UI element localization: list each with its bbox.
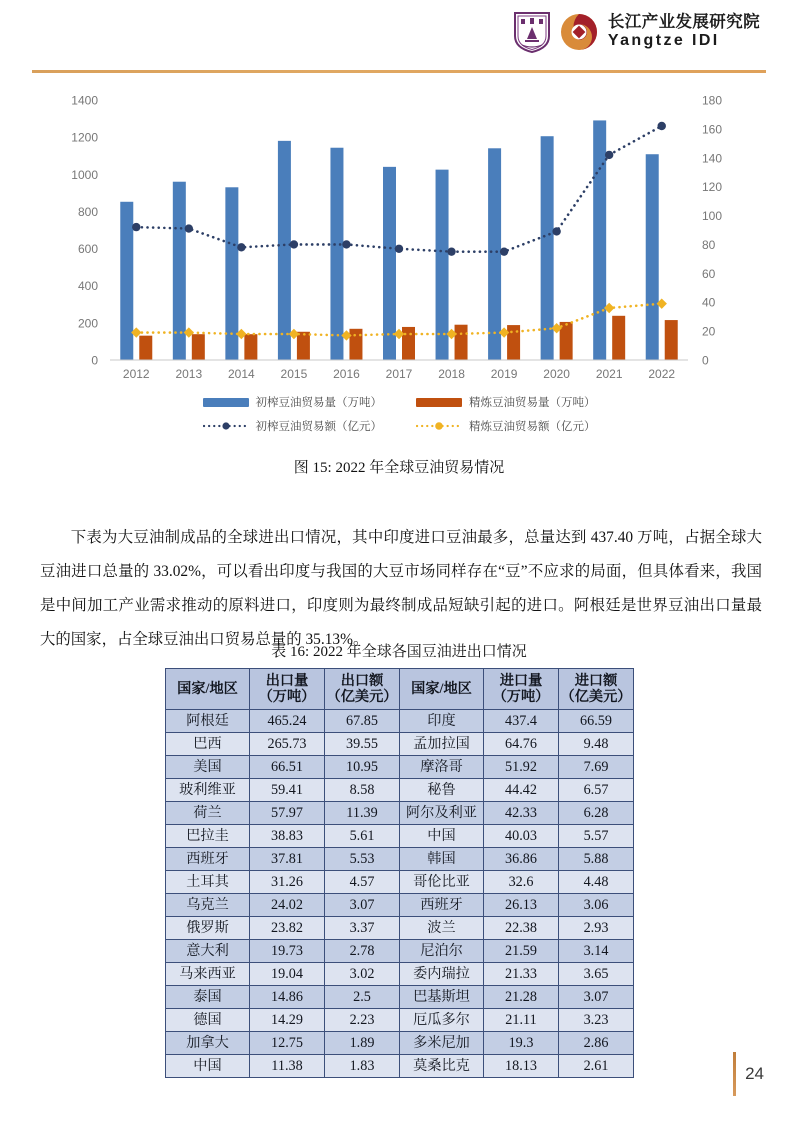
table-row: [166, 1032, 634, 1055]
crude-volume-bar: [278, 141, 291, 360]
table-body: [166, 710, 634, 1078]
table-cell: 巴西: [166, 733, 250, 756]
left-axis-tick-label: 1400: [71, 93, 98, 108]
table-header-cell: [400, 669, 484, 710]
table-header-line2: （万吨）: [492, 688, 550, 705]
table-cell: 西班牙: [400, 894, 484, 917]
x-axis-tick-label: 2021: [595, 367, 623, 381]
legend-swatch-navy-dotted-line: [203, 421, 249, 431]
left-axis-tick-label: 600: [77, 242, 98, 257]
crude-value-point: [552, 227, 560, 235]
table-cell: 36.86: [484, 848, 559, 871]
table-header-cell: [250, 669, 325, 710]
right-axis-tick-label: 40: [702, 295, 716, 310]
table-row: [166, 825, 634, 848]
table-cell: 22.38: [484, 917, 559, 940]
table-row: [166, 848, 634, 871]
right-axis-tick-label: 120: [702, 180, 723, 195]
refined-volume-bar: [507, 325, 520, 360]
table-cell: 57.97: [250, 802, 325, 825]
crude-value-point: [500, 247, 508, 255]
table-cell: 马来西亚: [166, 963, 250, 986]
table-cell: 5.88: [559, 848, 634, 871]
refined-volume-bar: [455, 325, 468, 360]
table-cell: 尼泊尔: [400, 940, 484, 963]
crude-value-point: [185, 224, 193, 232]
table-cell: 韩国: [400, 848, 484, 871]
left-axis-tick-label: 1000: [71, 167, 98, 182]
legend-entry-refined-value[interactable]: [416, 418, 596, 434]
table-header-cell: [325, 669, 400, 710]
x-axis-tick-label: 2012: [122, 367, 150, 381]
right-axis-tick-label: 140: [702, 151, 723, 166]
crude-volume-bar: [436, 170, 449, 360]
table-cell: 意大利: [166, 940, 250, 963]
crude-volume-bar: [330, 148, 343, 360]
table-row: [166, 940, 634, 963]
refined-volume-bar: [244, 334, 257, 360]
table-cell: 哥伦比亚: [400, 871, 484, 894]
table-cell: 3.07: [325, 894, 400, 917]
soybean-oil-trade-table: [165, 668, 634, 1078]
table-cell: 2.86: [559, 1032, 634, 1055]
table-cell: 摩洛哥: [400, 756, 484, 779]
legend-label-crude-value: 初榨豆油贸易额（亿元）: [255, 421, 382, 433]
left-axis-tick-label: 0: [91, 353, 98, 368]
legend-swatch-yellow-dotted-line: [416, 421, 462, 431]
table-cell: 加拿大: [166, 1032, 250, 1055]
table-cell: 21.59: [484, 940, 559, 963]
x-axis-tick-label: 2015: [280, 367, 308, 381]
table-cell: 中国: [400, 825, 484, 848]
right-axis-tick-label: 100: [702, 209, 723, 224]
table-cell: 巴基斯坦: [400, 986, 484, 1009]
table-header-line2: （万吨）: [258, 688, 316, 705]
table-cell: 437.4: [484, 710, 559, 733]
table-row: [166, 1009, 634, 1032]
refined-volume-bar: [612, 316, 625, 360]
table-cell: 4.48: [559, 871, 634, 894]
table-header-line2: （亿美元）: [326, 688, 398, 705]
table-cell: 39.55: [325, 733, 400, 756]
table-cell: 泰国: [166, 986, 250, 1009]
x-axis-tick-label: 2022: [648, 367, 676, 381]
table-cell: 37.81: [250, 848, 325, 871]
table-header-cell: [559, 669, 634, 710]
refined-oil-value-line: [131, 298, 667, 340]
table-header-cell: [484, 669, 559, 710]
table-cell: 14.86: [250, 986, 325, 1009]
header-divider-rule: [32, 70, 766, 73]
table-cell: 1.89: [325, 1032, 400, 1055]
chart-plot-area: [40, 92, 758, 392]
table-cell: 9.48: [559, 733, 634, 756]
refined-volume-bar: [665, 320, 678, 360]
logo-text-block: [608, 14, 760, 49]
refined-volume-bar: [139, 336, 152, 360]
table-header-row: [166, 669, 634, 710]
table-header-line1: 进口量: [499, 672, 543, 689]
table-cell: 66.59: [559, 710, 634, 733]
table-cell: 38.83: [250, 825, 325, 848]
table-cell: 465.24: [250, 710, 325, 733]
crude-volume-bar: [383, 167, 396, 360]
table-cell: 德国: [166, 1009, 250, 1032]
table-header: [166, 669, 634, 710]
crude-value-point: [342, 240, 350, 248]
legend-swatch-orange-bar: [416, 398, 462, 407]
table-cell: 3.02: [325, 963, 400, 986]
legend-label-refined-volume: 精炼豆油贸易量（万吨）: [469, 397, 596, 409]
refined-volume-bar: [192, 334, 205, 360]
organization-logo: [513, 10, 760, 54]
yangtze-swirl-logo-icon: [560, 13, 598, 51]
table-row: [166, 963, 634, 986]
right-axis-tick-label: 60: [702, 266, 716, 281]
university-crest-icon: [513, 10, 551, 54]
table-header-line2: （亿美元）: [560, 688, 632, 705]
table-cell: 23.82: [250, 917, 325, 940]
left-axis-tick-label: 400: [77, 279, 98, 294]
x-axis-tick-label: 2016: [333, 367, 360, 381]
primary-crude-oil-bars: [120, 120, 658, 360]
table-header-line1: 出口额: [340, 672, 384, 689]
table-cell: 4.57: [325, 871, 400, 894]
table-cell: 2.78: [325, 940, 400, 963]
page-number: 24: [745, 1064, 764, 1083]
logo-name-english: Yangtze IDI: [607, 32, 720, 50]
x-axis-tick-label: 2018: [438, 367, 465, 381]
legend-entry-refined-volume[interactable]: [416, 394, 596, 410]
crude-volume-bar: [541, 136, 554, 360]
table-row: [166, 779, 634, 802]
crude-value-dotted-path: [136, 126, 661, 252]
table-cell: 秘鲁: [400, 779, 484, 802]
crude-value-point: [395, 245, 403, 253]
table-cell: 西班牙: [166, 848, 250, 871]
table-row: [166, 1055, 634, 1078]
page-header: [0, 0, 798, 74]
x-axis-tick-label: 2017: [385, 367, 413, 381]
table-cell: 3.07: [559, 986, 634, 1009]
table-cell: 玻利维亚: [166, 779, 250, 802]
table-cell: 66.51: [250, 756, 325, 779]
table-cell: 3.14: [559, 940, 634, 963]
table-cell: 2.5: [325, 986, 400, 1009]
table-cell: 2.93: [559, 917, 634, 940]
x-axis-tick-label: 2013: [175, 367, 203, 381]
table-cell: 32.6: [484, 871, 559, 894]
table-cell: 31.26: [250, 871, 325, 894]
table-cell: 24.02: [250, 894, 325, 917]
table-header-cell: [166, 669, 250, 710]
refined-volume-bar: [349, 329, 362, 360]
table-cell: 19.04: [250, 963, 325, 986]
table-cell: 265.73: [250, 733, 325, 756]
table-cell: 14.29: [250, 1009, 325, 1032]
body-paragraph: 下表为大豆油制成品的全球进出口情况，其中印度进口豆油最多，总量达到 437.40 万吨，占据全球大豆油进口总量的 33.02%，可以看出印度与我国的大豆市场同样存在“豆”不应求的局面，但具体看来，我国是中间加工产业需求推动的原料进口，印度则为最终制成品短缺引起的进口。阿根廷是世界豆油出口量最大的国家，占全球豆油出口贸易总量的 35.13%。: [40, 529, 762, 649]
crude-value-point: [447, 247, 455, 255]
crude-value-point: [132, 223, 140, 231]
table-cell: 19.73: [250, 940, 325, 963]
table-cell: 阿根廷: [166, 710, 250, 733]
table-cell: 巴拉圭: [166, 825, 250, 848]
table-cell: 5.53: [325, 848, 400, 871]
crude-volume-bar: [488, 148, 501, 360]
crude-value-point: [290, 240, 298, 248]
table-cell: 3.65: [559, 963, 634, 986]
combo-chart-svg: [40, 92, 758, 392]
crude-value-point: [237, 243, 245, 251]
table-cell: 7.69: [559, 756, 634, 779]
table-cell: 委内瑞拉: [400, 963, 484, 986]
table-cell: 11.38: [250, 1055, 325, 1078]
legend-label-crude-volume: 初榨豆油贸易量（万吨）: [255, 397, 382, 409]
table-row: [166, 871, 634, 894]
table-cell: 波兰: [400, 917, 484, 940]
right-axis-tick-label: 0: [702, 353, 709, 368]
table-row: [166, 917, 634, 940]
table-cell: 2.23: [325, 1009, 400, 1032]
table-row: [166, 710, 634, 733]
legend-entry-crude-volume[interactable]: [203, 394, 383, 410]
table-cell: 8.58: [325, 779, 400, 802]
table-cell: 6.28: [559, 802, 634, 825]
table-cell: 莫桑比克: [400, 1055, 484, 1078]
crude-oil-value-line: [132, 122, 666, 256]
table-cell: 美国: [166, 756, 250, 779]
table-cell: 3.06: [559, 894, 634, 917]
table-cell: 厄瓜多尔: [400, 1009, 484, 1032]
table-cell: 21.28: [484, 986, 559, 1009]
crude-volume-bar: [646, 154, 659, 360]
left-axis-tick-label: 800: [77, 204, 98, 219]
x-axis-tick-label: 2020: [543, 367, 570, 381]
crude-value-point: [605, 151, 613, 159]
table-caption: 表 16: 2022 年全球各国豆油进出口情况: [271, 644, 527, 660]
table-cell: 中国: [166, 1055, 250, 1078]
table-cell: 土耳其: [166, 871, 250, 894]
table-cell: 2.61: [559, 1055, 634, 1078]
refined-volume-bar: [297, 332, 310, 360]
right-axis-tick-label: 160: [702, 122, 723, 137]
table-row: [166, 802, 634, 825]
figure-caption: 图 15: 2022 年全球豆油贸易情况: [293, 460, 505, 476]
table-cell: 12.75: [250, 1032, 325, 1055]
chart-legend: [40, 394, 758, 434]
x-axis-year-labels: [123, 367, 675, 381]
right-axis-tick-label: 20: [702, 324, 716, 339]
table-cell: 44.42: [484, 779, 559, 802]
table-cell: 11.39: [325, 802, 400, 825]
crude-volume-bar: [120, 202, 133, 360]
left-axis-tick-label: 1200: [71, 130, 98, 145]
table-cell: 俄罗斯: [166, 917, 250, 940]
table-cell: 21.11: [484, 1009, 559, 1032]
table-cell: 阿尔及利亚: [400, 802, 484, 825]
table-row: [166, 986, 634, 1009]
table-cell: 64.76: [484, 733, 559, 756]
table-cell: 59.41: [250, 779, 325, 802]
table-cell: 1.83: [325, 1055, 400, 1078]
table-cell: 19.3: [484, 1032, 559, 1055]
table-header-line1: 出口量: [265, 672, 309, 689]
table-cell: 印度: [400, 710, 484, 733]
legend-swatch-blue-bar: [203, 398, 249, 407]
right-axis-tick-label: 80: [702, 237, 716, 252]
table-cell: 51.92: [484, 756, 559, 779]
table-cell: 40.03: [484, 825, 559, 848]
left-axis-tick-label: 200: [77, 316, 98, 331]
table-cell: 6.57: [559, 779, 634, 802]
page-footer: [733, 1052, 764, 1096]
table-cell: 21.33: [484, 963, 559, 986]
trade-table-container: [165, 668, 633, 1078]
legend-entry-crude-value[interactable]: [203, 418, 383, 434]
table-cell: 5.61: [325, 825, 400, 848]
table-header-line1: 国家/地区: [411, 680, 472, 697]
table-cell: 26.13: [484, 894, 559, 917]
trade-chart-figure: [40, 92, 758, 476]
table-cell: 乌克兰: [166, 894, 250, 917]
table-cell: 3.23: [559, 1009, 634, 1032]
x-axis-tick-label: 2014: [228, 367, 255, 381]
table-cell: 孟加拉国: [400, 733, 484, 756]
table-cell: 3.37: [325, 917, 400, 940]
legend-row-volume: [203, 394, 596, 410]
right-axis-tick-label: 180: [702, 93, 723, 108]
legend-row-value: [203, 418, 596, 434]
crude-volume-bar: [593, 120, 606, 360]
table-cell: 18.13: [484, 1055, 559, 1078]
refined-volume-bar: [402, 327, 415, 360]
left-axis-tick-labels: [71, 94, 98, 368]
table-cell: 荷兰: [166, 802, 250, 825]
table-cell: 42.33: [484, 802, 559, 825]
table-row: [166, 733, 634, 756]
logo-name-chinese: 长江产业发展研究院: [607, 13, 760, 32]
table-header-line1: 进口额: [574, 672, 618, 689]
footer-accent-bar: [733, 1052, 736, 1096]
crude-value-point: [658, 122, 666, 130]
table-header-line1: 国家/地区: [177, 680, 238, 697]
table-row: [166, 894, 634, 917]
table-row: [166, 756, 634, 779]
table-cell: 多米尼加: [400, 1032, 484, 1055]
right-axis-tick-labels: [702, 94, 722, 368]
table-cell: 10.95: [325, 756, 400, 779]
legend-label-refined-value: 精炼豆油贸易额（亿元）: [469, 421, 596, 433]
table-cell: 5.57: [559, 825, 634, 848]
x-axis-tick-label: 2019: [490, 367, 518, 381]
table-cell: 67.85: [325, 710, 400, 733]
